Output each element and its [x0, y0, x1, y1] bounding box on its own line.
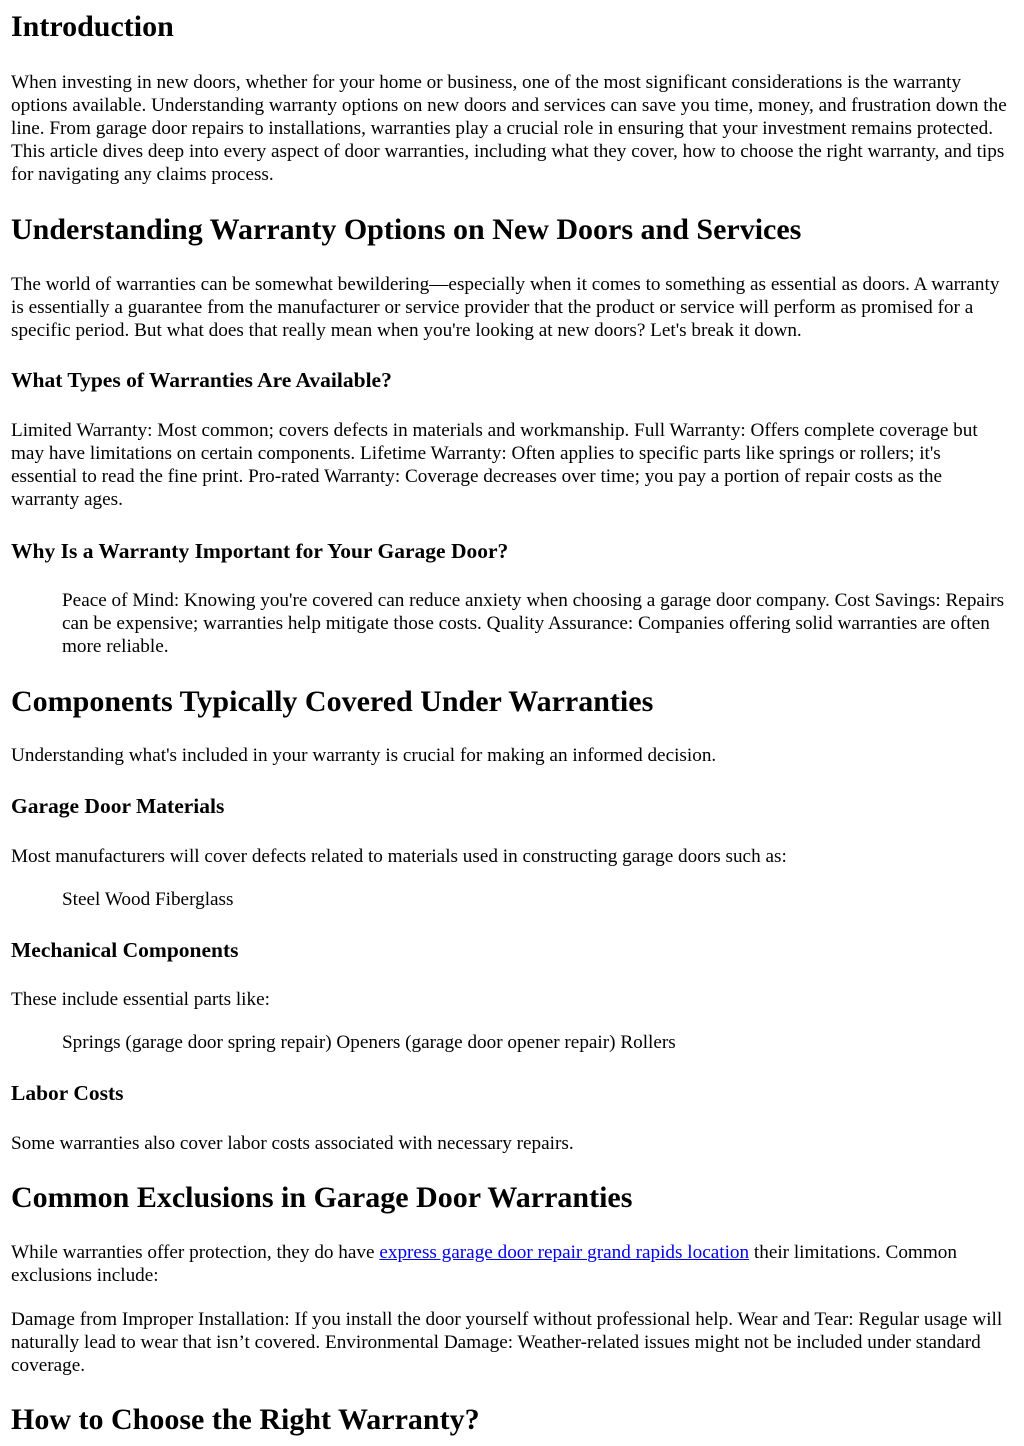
components-heading: Components Typically Covered Under Warranties — [11, 685, 654, 718]
express-garage-door-repair-link[interactable]: express garage door repair — [379, 1242, 588, 1263]
exclusions-paragraph — [11, 1241, 1011, 1287]
materials-heading: Garage Door Materials — [11, 794, 225, 818]
understanding-heading: Understanding Warranty Options on New Doors and Services — [11, 213, 802, 246]
understanding-paragraph: The world of warranties can be somewhat bewildering—especially when it comes to something as essential as doors. A warranty is essentially a guarantee from the manufacturer or service provider that the product or service will perform as promised for a specific period. But what does that really mean when you're looking at new doors? Let's break it down. — [11, 274, 1000, 341]
intro-paragraph: When investing in new doors, whether for your home or business, one of the most significant considerations is the warranty options available. Understanding warranty options on new doors and services can save you time, money, and frustration down the line. From garage door repairs to installations, warranties play a crucial role in ensuring that your investment remains protected. This article dives deep into every aspect of door warranties, including what they cover, how to choose the right warranty, and tips for navigating any claims process. — [11, 72, 1007, 185]
choose-heading: How to Choose the Right Warranty? — [11, 1403, 480, 1436]
exclusions-heading: Common Exclusions in Garage Door Warranties — [11, 1181, 633, 1214]
why-heading: Why Is a Warranty Important for Your Garage Door? — [11, 539, 509, 563]
grand-rapids-location-link[interactable]: grand rapids location — [587, 1242, 750, 1263]
labor-heading: Labor Costs — [11, 1081, 124, 1105]
mechanical-heading: Mechanical Components — [11, 938, 239, 962]
exclusions-list: Damage from Improper Installation: If you install the door yourself without professional help. Wear and Tear: Regular usage will naturally lead to wear that isn’t covered. Environmental Damage: Weather-related issues might not be included under standard coverage. — [11, 1309, 1003, 1376]
materials-list: Steel Wood Fiberglass — [62, 889, 234, 910]
types-heading: What Types of Warranties Are Available? — [11, 368, 392, 392]
mechanical-list: Springs (garage door spring repair) Openers (garage door opener repair) Rollers — [62, 1032, 676, 1053]
why-list: Peace of Mind: Knowing you're covered can reduce anxiety when choosing a garage door company. Cost Savings: Repairs can be expensive; warranties help mitigate those costs. Quality Assurance: Companies offering solid warranties are often more reliable. — [62, 590, 1005, 657]
types-paragraph: Limited Warranty: Most common; covers defects in materials and workmanship. Full Warranty: Offers complete coverage but may have limitations on certain components. Lifetime Warranty: Often applies to specific parts like springs or rollers; it's essential to read the fine print. Pro-rated Warranty: Coverage decreases over time; you pay a portion of repair costs as the warranty ages. — [11, 420, 978, 510]
mechanical-paragraph: These include essential parts like: — [11, 989, 270, 1010]
labor-paragraph: Some warranties also cover labor costs associated with necessary repairs. — [11, 1133, 574, 1154]
exclusions-text-after: their limitations. Common exclusions include: — [11, 1242, 957, 1286]
exclusions-text-before: While warranties offer protection, they do have — [11, 1242, 380, 1263]
materials-paragraph: Most manufacturers will cover defects related to materials used in constructing garage doors such as: — [11, 846, 787, 867]
intro-heading: Introduction — [11, 10, 174, 43]
components-paragraph: Understanding what's included in your warranty is crucial for making an informed decision. — [11, 745, 717, 766]
